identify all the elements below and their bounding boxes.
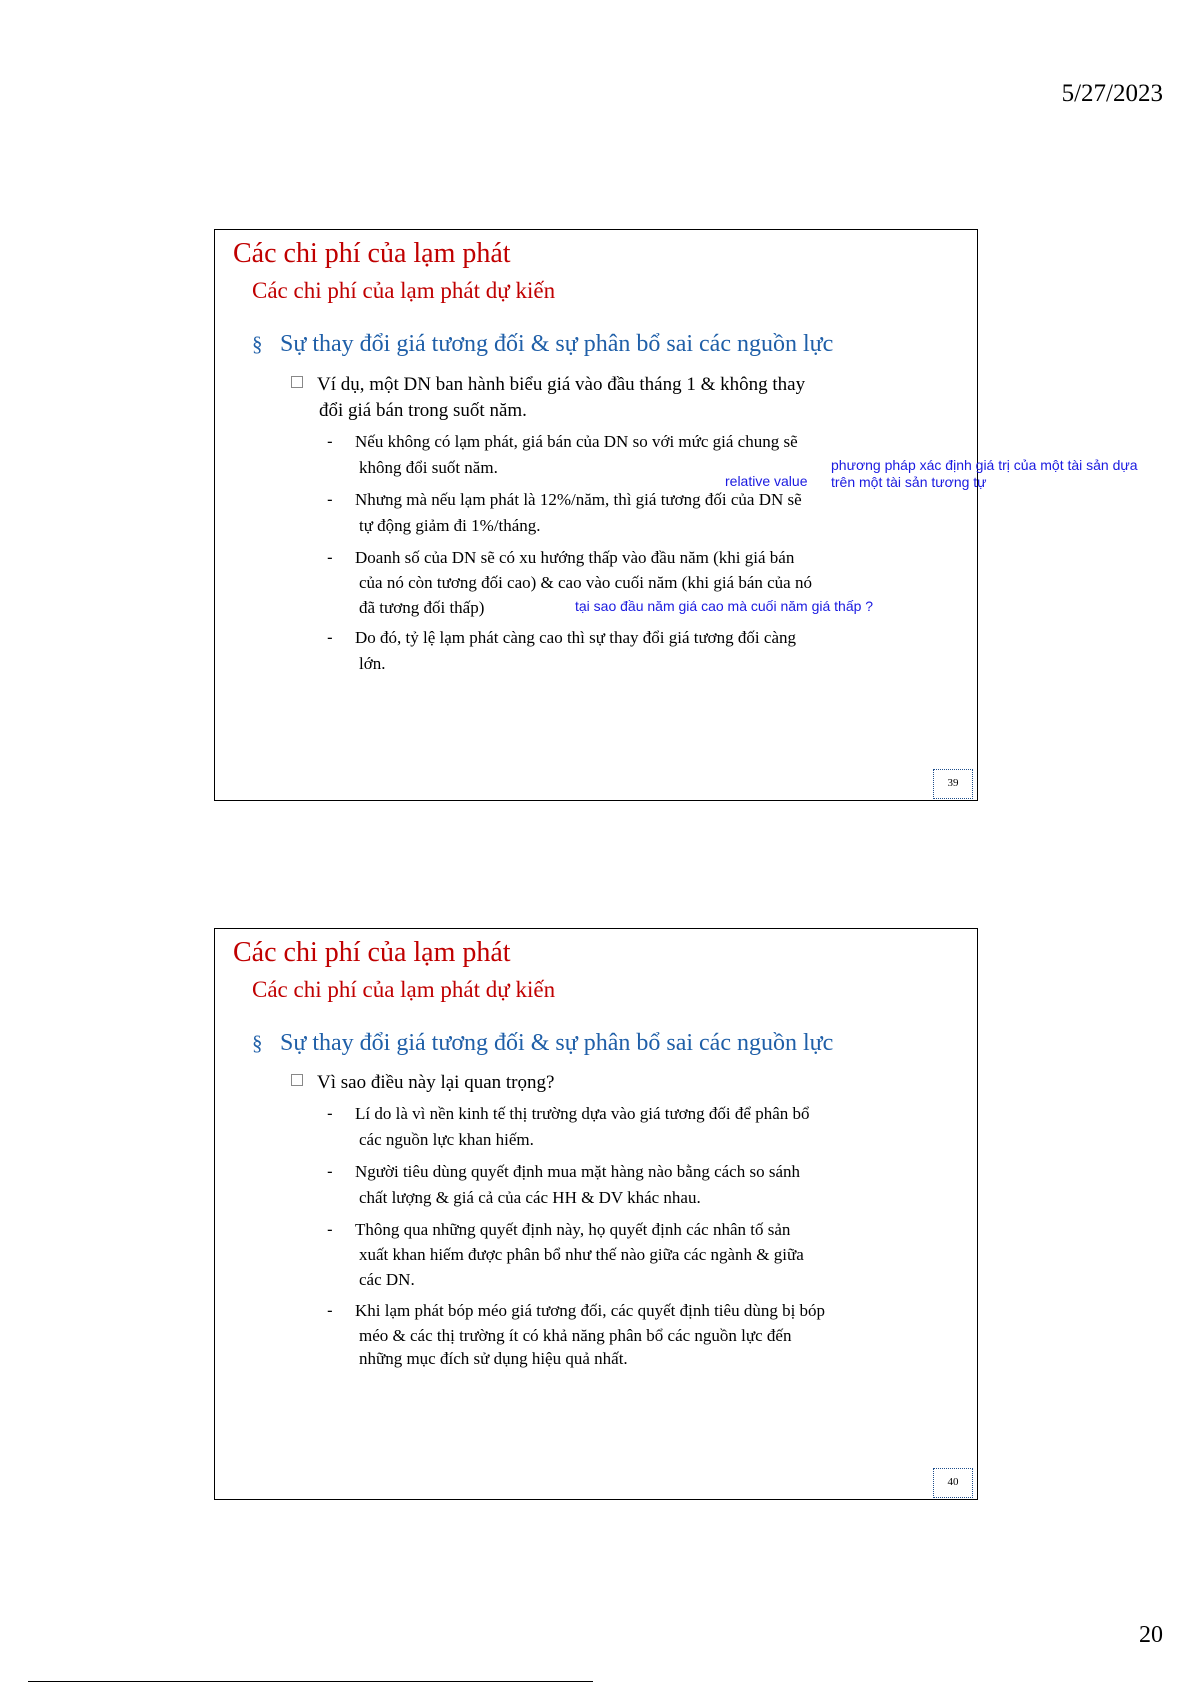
bullet-4-cont: méo & các thị trường ít có khả năng phân bổ các nguồn lực đến (359, 1326, 792, 1345)
slide-subtitle: Các chi phí của lạm phát dự kiến (252, 977, 556, 1002)
slide-number: 40 (933, 1468, 973, 1498)
note-method-line1: phương pháp xác định giá trị của một tài sản dựa (831, 457, 1138, 473)
slide-heading (252, 1030, 833, 1057)
bullet-1: - Lí do là vì nền kinh tế thị trường dựa vào giá tương đối để phân bổ (327, 1104, 810, 1123)
note-relative-value: relative value (725, 473, 808, 489)
slide-heading (252, 331, 833, 358)
slide-40 (214, 928, 978, 1500)
bullet-2-cont: tự động giảm đi 1%/tháng. (359, 516, 541, 535)
bullet-2: - Nhưng mà nếu lạm phát là 12%/năm, thì giá tương đối của DN sẽ (327, 490, 802, 509)
heading-text: Sự thay đổi giá tương đối & sự phân bổ sai các nguồn lực (280, 1030, 834, 1056)
bullet-4: - Khi lạm phát bóp méo giá tương đối, các quyết định tiêu dùng bị bóp (327, 1301, 826, 1320)
page-number: 20 (1139, 1622, 1163, 1648)
bullet-4-cont2: những mục đích sử dụng hiệu quả nhất. (359, 1349, 628, 1368)
bullet-3-cont: của nó còn tương đối cao) & cao vào cuối năm (khi giá bán của nó (359, 573, 812, 592)
slide-number: 39 (933, 769, 973, 799)
bullet-2: - Người tiêu dùng quyết định mua mặt hàng nào bằng cách so sánh (327, 1162, 800, 1181)
bullet-1: - Nếu không có lạm phát, giá bán của DN so với mức giá chung sẽ (327, 432, 798, 451)
level2-item: Ví dụ, một DN ban hành biểu giá vào đầu tháng 1 & không thay (291, 374, 805, 396)
section-mark-icon: § (252, 332, 263, 356)
slide-title: Các chi phí của lạm phát (233, 937, 511, 968)
bullet-1-cont: các nguồn lực khan hiếm. (359, 1130, 534, 1149)
note-method-line2: trên một tài sản tương tự (831, 474, 987, 490)
level2-item: Vì sao điều này lại quan trọng? (291, 1072, 554, 1094)
bullet-1-cont: không đổi suốt năm. (359, 458, 498, 477)
square-bullet-icon (291, 1074, 303, 1086)
heading-text: Sự thay đổi giá tương đối & sự phân bổ sai các nguồn lực (280, 331, 834, 357)
page-date: 5/27/2023 (1061, 80, 1163, 107)
bullet-4-cont: lớn. (359, 654, 386, 673)
bullet-3-cont2: đã tương đối thấp) (359, 598, 485, 617)
slide-title: Các chi phí của lạm phát (233, 238, 511, 269)
slide-subtitle: Các chi phí của lạm phát dự kiến (252, 278, 556, 303)
level2-item-continued: đổi giá bán trong suốt năm. (319, 400, 527, 421)
bullet-3-cont2: các DN. (359, 1270, 415, 1289)
bullet-3: - Doanh số của DN sẽ có xu hướng thấp vào đầu năm (khi giá bán (327, 548, 795, 567)
footer-rule (28, 1681, 593, 1682)
section-mark-icon: § (252, 1031, 263, 1055)
bullet-2-cont: chất lượng & giá cả của các HH & DV khác nhau. (359, 1188, 701, 1207)
square-bullet-icon (291, 376, 303, 388)
bullet-4: - Do đó, tỷ lệ lạm phát càng cao thì sự thay đổi giá tương đối càng (327, 628, 796, 647)
slide-39 (214, 229, 978, 801)
bullet-3: - Thông qua những quyết định này, họ quyết định các nhân tố sản (327, 1220, 791, 1239)
bullet-3-cont: xuất khan hiếm được phân bổ như thế nào giữa các ngành & giữa (359, 1245, 804, 1264)
note-question: tại sao đầu năm giá cao mà cuối năm giá thấp ? (575, 598, 874, 614)
